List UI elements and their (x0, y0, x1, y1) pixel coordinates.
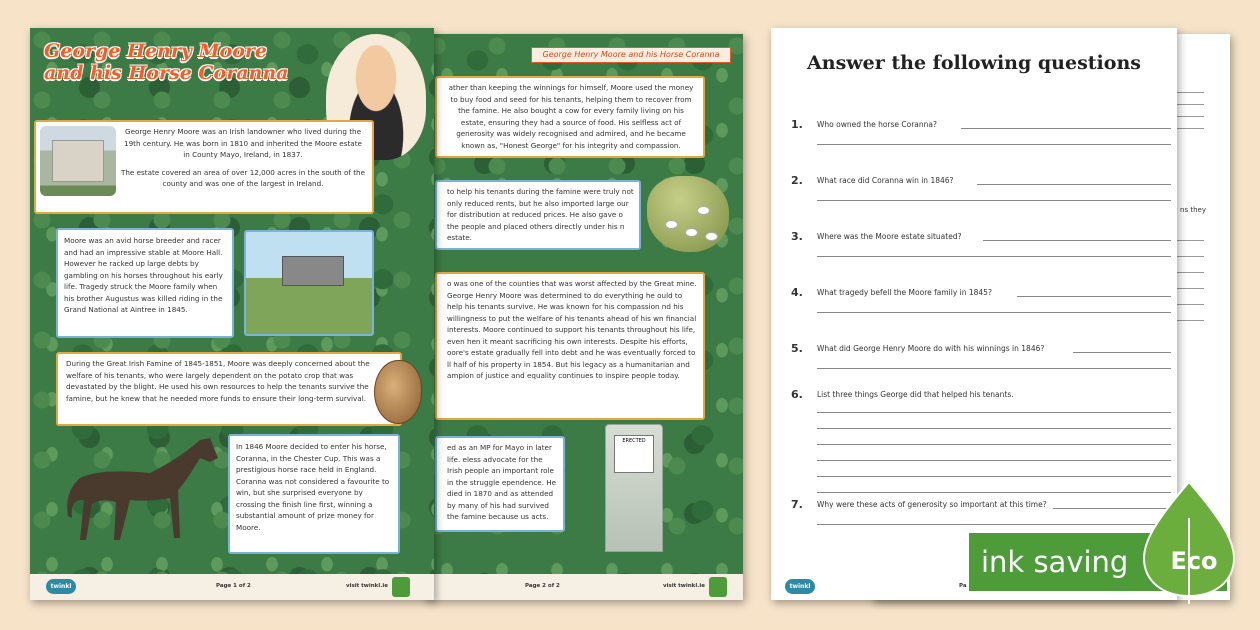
questions-title: Answer the following questions (807, 52, 1141, 74)
text-box: to help his tenants during the famine were truly not only reduced rents, but he also imported large our for distribution at reduced prices. He also gave o the people and placed others directly under his n estate. (435, 180, 641, 250)
horse-race-illustration (244, 230, 374, 336)
page-footer (30, 574, 434, 600)
page-number: Page 2 of 2 (525, 583, 560, 589)
text-box: During the Great Irish Famine of 1845-1851, Moore was deeply concerned about the welfare of his tenants, who were largely dependent on the potato crop that was devastated by the blight. He used his own resources to help the tenants survive the famine, but he knew that he needed more funds to ensure their long-term survival. (56, 352, 402, 426)
ink-saving-label: ink saving (981, 545, 1129, 579)
page-header-tag: George Henry Moore and his Horse Coranna (531, 47, 731, 63)
text-box: ather than keeping the winnings for himself, Moore used the money to buy food and seed for his tenants, helping them to recover from the famine. He also bought a cow for every family living on his estate, ensuring they had a source of food. His selfless act of generosity was widely recognised and admired, and he became known as, "Honest George" for his integrity and compassion. (435, 76, 705, 158)
horse-illustration (60, 428, 220, 550)
eco-label: Eco (1170, 547, 1218, 575)
eco-leaf-icon (1138, 478, 1240, 604)
questions-page: Answer the following questions 1. Who owned the horse Coranna? 2. What race did Coranna win in 1846? 3. Where was the Moore estate situated? 4. What tragedy befell the Moore family in 1845? 5. What did George Henry Moore do with his winnings in 1846? 6. List three things George did that helped his tenants. 7. Why were these acts of generosity so important at this time? twinkl Pa (771, 28, 1177, 600)
site-link: visit twinkl.ie (663, 583, 705, 589)
text-box: ed as an MP for Mayo in later life. eless advocate for the Irish people an important role in the struggle ependence. He died in 1870 and as attended by many of his had survived the famine because us acts. (435, 436, 565, 532)
page-footer (425, 574, 743, 600)
twinkl-logo: twinkl (46, 579, 76, 594)
text-fragment: ns they (1180, 206, 1206, 214)
gravestone-illustration (605, 424, 663, 552)
page-number: Pa (959, 583, 967, 589)
potato-illustration (374, 360, 422, 424)
page-title: George Henry Moore and his Horse Coranna (44, 40, 289, 84)
planet-badge-icon (709, 577, 727, 597)
page-number: Page 1 of 2 (216, 583, 251, 589)
gravestone-plaque: ERECTED (614, 435, 654, 473)
text-box: In 1846 Moore decided to enter his horse, Coranna, in the Chester Cup. This was a prestigious horse race held in England. Coranna was not considered a favourite to win, but she surprised everyone by crossing the finish line first, winning a substantial amount of prize money for Moore. (228, 434, 400, 554)
site-link: visit twinkl.ie (346, 583, 388, 589)
text-box: Moore was an avid horse breeder and racer and had an impressive stable at Moore Hall. However he racked up large debts by gambling on his horses throughout his early life. Tragedy struck the Moore family when his brother Augustus was killed riding in the Grand National at Aintree in 1845. (56, 228, 234, 338)
planet-badge-icon (392, 577, 410, 597)
moore-hall-illustration (40, 126, 116, 196)
intro-box: George Henry Moore was an Irish landowner who lived during the 19th century. He was born in 1810 and inherited the Moore estate in County Mayo, Ireland, in 1837. The estate covered an area of over 12,000 acres in the south of the county and was one of the largest in Ireland. (34, 120, 374, 214)
worksheet-page-1 (30, 28, 434, 600)
twinkl-logo: twinkl (785, 579, 815, 594)
sheep-illustration (647, 176, 729, 252)
worksheet-page-2 (425, 34, 743, 600)
text-box: o was one of the counties that was worst affected by the Great mine. George Henry Moore was determined to do everything he ould to help his tenants survive. He was known for his compassion nd his willingness to put the welfare of his tenants ahead of his wn financial interests. Moore continued to support his tenants throughout his life, even hen it meant sacrificing his own interests. Despite his efforts, oore's estate gradually fell into debt and he was eventually forced to ll half of his property in 1854. But his legacy as a humanitarian and ampion of justice and equality continues to inspire people today. (435, 272, 705, 420)
